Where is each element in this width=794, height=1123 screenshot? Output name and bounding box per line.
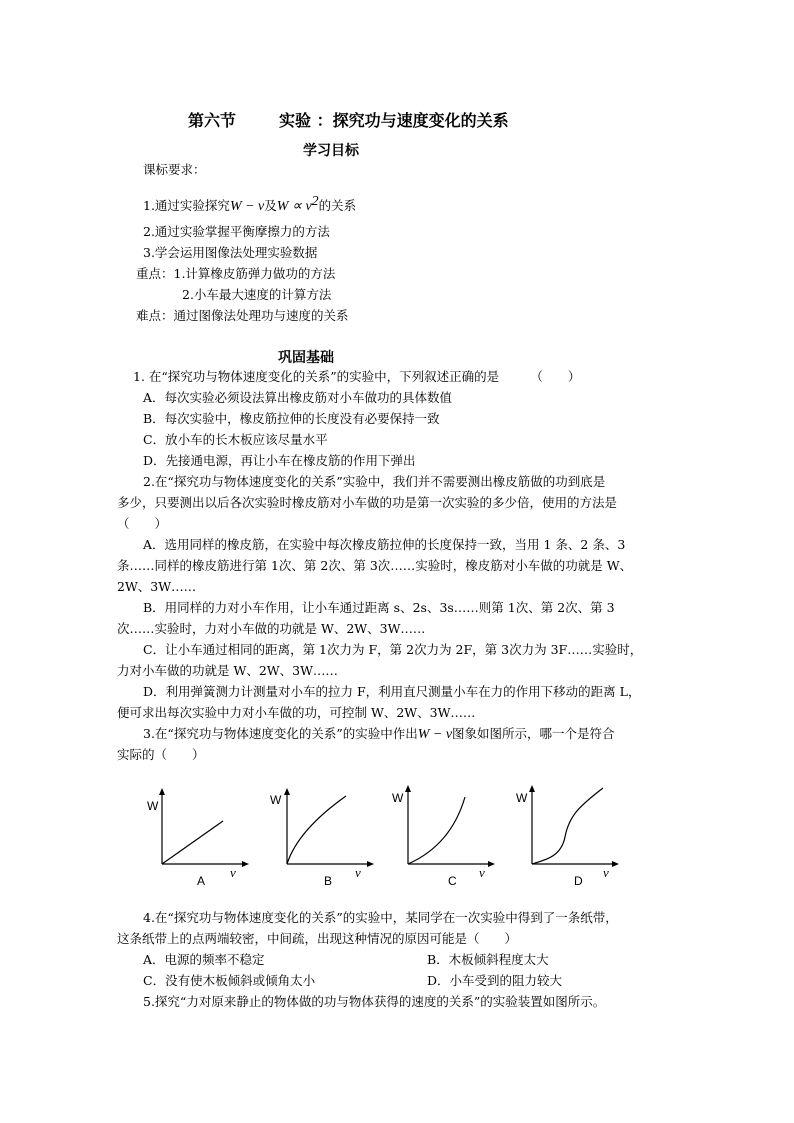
objective-1 [143, 194, 356, 215]
question-2-line-2: 多少，只要测出以后各次实验时橡皮筋对小车做的功是第一次实验的多少倍，使用的方法是 [117, 495, 618, 510]
graph-c-curve [408, 797, 465, 864]
question-3-line-2: 实际的（ ） [117, 747, 205, 762]
math-w-v-graph: W − v [417, 727, 453, 742]
graph-b-ylabel: W [270, 793, 282, 807]
question-3-prefix: 3.在“探究功与物体速度变化的关系”的实验中作出 [143, 726, 418, 741]
objectives-intro: 课标要求： [143, 162, 206, 177]
graph-a [145, 788, 250, 890]
question-3-line-1 [143, 726, 615, 743]
graph-c-ylabel: W [392, 791, 404, 805]
question-4-option-c: C．没有使木板倾斜或倾角太小 [143, 973, 316, 988]
question-5-line-1: 5.探究“力对原来静止的物体做的功与物体获得的速度的关系”的实验装置如图所示。 [143, 994, 606, 1009]
question-2-option-b-1: B．用同样的力对小车作用，让小车通过距离 s、2s、3s……则第 1次、第 2次、第 3 [143, 600, 615, 615]
question-1-option-a: A．每次实验必须设法算出橡皮筋对小车做功的具体数值 [143, 390, 453, 405]
graph-a-y-arrow [159, 788, 165, 795]
question-4-option-d: D．小车受到的阻力较大 [427, 973, 563, 988]
question-1-stem: 1. 在“探究功与物体速度变化的关系”的实验中，下列叙述正确的是 （ ） [133, 369, 581, 384]
question-2-option-d-1: D．利用弹簧测力计测量对小车的拉力 F，利用直尺测量小车在力的作用下移动的距离 L， [143, 684, 641, 699]
question-4-line-1: 4.在“探究功与物体速度变化的关系”的实验中，某同学在一次实验中得到了一条纸带， [143, 910, 618, 925]
question-2-line-1: 2.在“探究功与物体速度变化的关系”实验中，我们并不需要测出橡皮筋做的功到底是 [143, 474, 606, 489]
graph-c-x-arrow [488, 861, 495, 867]
graph-d-ylabel: W [516, 791, 528, 805]
section-number: 第六节 [188, 111, 237, 130]
graph-d-xlabel: v [603, 865, 609, 880]
graph-c-y-arrow [405, 785, 411, 792]
question-1-option-b: B．每次实验中，橡皮筋拉伸的长度没有必要保持一致 [143, 411, 440, 426]
graph-c-xlabel: v [479, 865, 485, 880]
question-4-line-2: 这条纸带上的点两端较密，中间疏，出现这种情况的原因可能是（ ） [117, 931, 518, 946]
graph-d-curve [532, 788, 603, 864]
question-2-option-b-2: 次……实验时，力对小车做的功就是 W、2W、3W…… [117, 621, 426, 636]
question-2-option-c-1: C．让小车通过相同的距离，第 1次力为 F，第 2次力为 2F，第 3次力为 3F……实验时， [143, 642, 643, 657]
math-w-prop-v: W ∝ v [276, 199, 312, 215]
graph-d-y-arrow [529, 785, 535, 792]
objective-2: 2.通过实验掌握平衡摩擦力的方法 [143, 224, 330, 239]
graph-b-y-arrow [284, 788, 290, 795]
graph-c-option: C [448, 874, 457, 888]
section-heading: 巩固基础 [278, 350, 334, 366]
objective-1-prefix: 1.通过实验探究 [143, 198, 230, 214]
key-point-1: 重点：1.计算橡皮筋弹力做功的方法 [136, 266, 336, 281]
question-4-option-b: B．木板倾斜程度太大 [427, 952, 549, 967]
page-subtitle: 学习目标 [303, 143, 359, 159]
page-title: 实验 ：探究功与速度变化的关系 [279, 111, 509, 130]
question-2-option-a-1: A．选用同样的橡皮筋，在实验中每次橡皮筋拉伸的长度保持一致，当用 1 条、2 条、3 [143, 537, 626, 552]
key-point-2: 2.小车最大速度的计算方法 [182, 287, 332, 302]
graph-a-curve [162, 821, 223, 864]
question-1-option-c: C．放小车的长木板应该尽量水平 [143, 432, 328, 447]
graph-b [270, 788, 375, 890]
graph-a-xlabel: v [230, 865, 236, 880]
graph-d-option: D [574, 874, 583, 888]
question-2-option-c-2: 力对小车做的功就是 W、2W、3W…… [117, 663, 338, 678]
objective-1-suffix: 的关系 [318, 198, 357, 214]
graph-a-option: A [197, 874, 206, 888]
question-2-option-d-2: 便可求出每次实验中力对小车做的功，可控制 W、2W、3W…… [117, 705, 476, 720]
graph-b-xlabel: v [355, 865, 361, 880]
graph-b-x-arrow [367, 861, 374, 867]
math-w-v: W − v [229, 199, 265, 215]
question-2-option-a-2: 条……同样的橡皮筋进行第 1次、第 2次、第 3次……实验时，橡皮筋对小车做的功就是 W、 [117, 558, 633, 573]
question-2-option-a-3: 2W、3W…… [117, 579, 197, 594]
graph-d [515, 785, 620, 890]
graph-b-option: B [324, 874, 333, 888]
graph-a-x-arrow [242, 861, 249, 867]
question-2-line-3: （ ） [117, 516, 168, 531]
graph-d-x-arrow [612, 861, 619, 867]
question-3-suffix: 图象如图所示，哪一个是符合 [452, 726, 615, 741]
graph-c [391, 785, 496, 890]
graph-a-ylabel: W [147, 799, 159, 813]
objective-1-mid: 及 [264, 198, 277, 214]
question-1-option-d: D．先接通电源，再让小车在橡皮筋的作用下弹出 [143, 453, 416, 468]
graph-b-curve [287, 796, 346, 864]
math-sup: 2 [311, 194, 319, 209]
question-4-option-a: A．电源的频率不稳定 [143, 952, 265, 967]
objective-3: 3.学会运用图像法处理实验数据 [143, 245, 318, 260]
difficulty: 难点：通过图像法处理功与速度的关系 [136, 308, 349, 323]
